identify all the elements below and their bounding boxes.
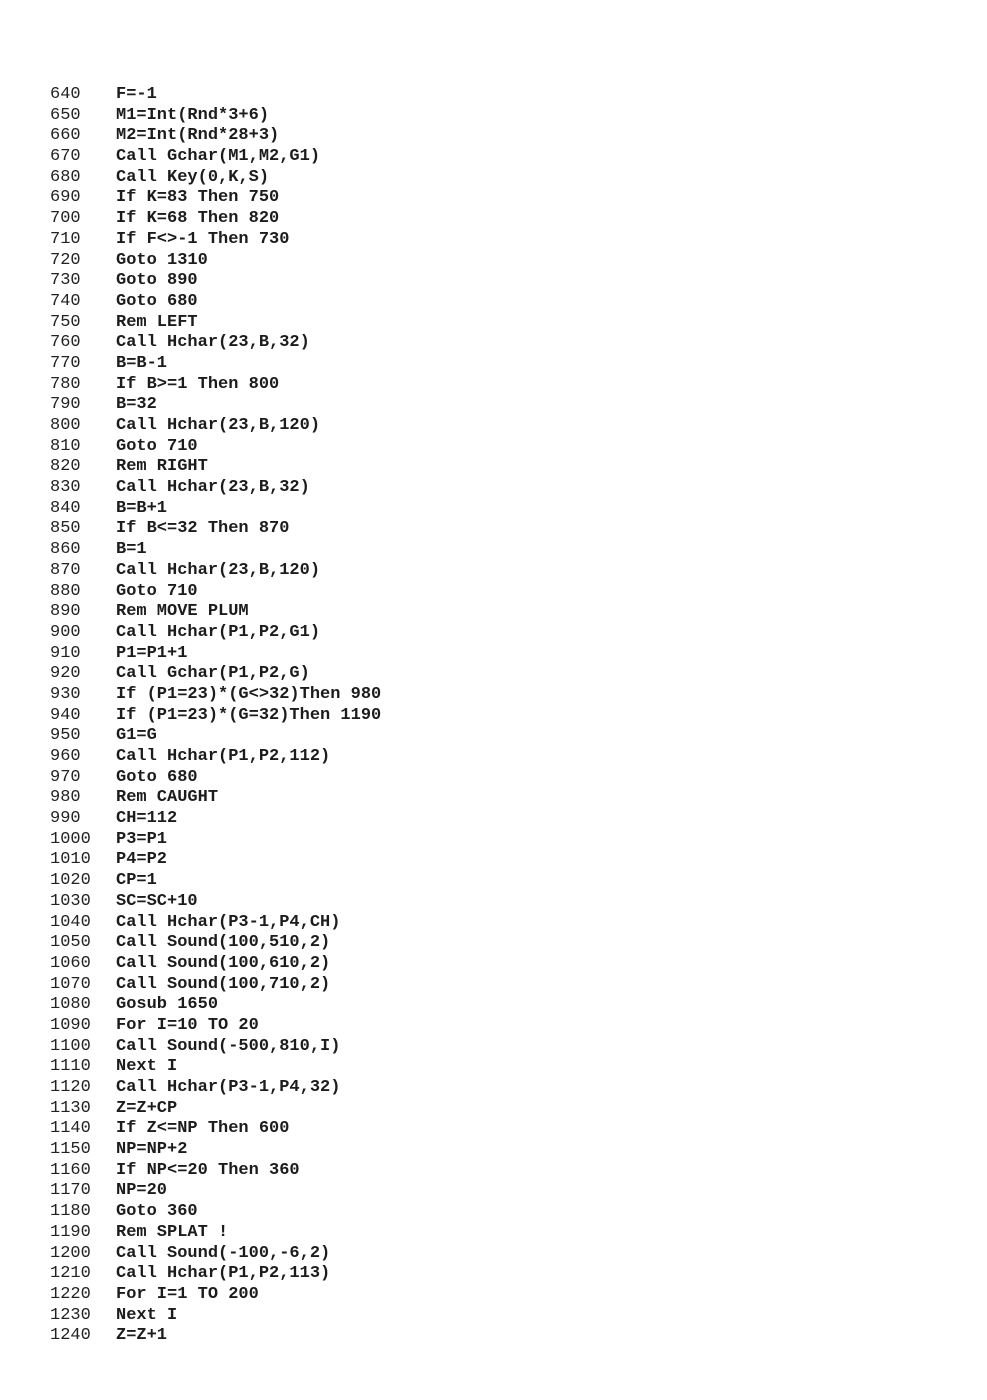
code-line <box>50 519 381 540</box>
line-number: 740 <box>50 291 81 311</box>
line-statement: Goto 710 <box>116 581 198 601</box>
code-line <box>50 1244 381 1265</box>
line-statement: Call Hchar(P3-1,P4,CH) <box>116 912 341 932</box>
line-number: 680 <box>50 167 81 187</box>
code-line <box>50 106 381 127</box>
code-line <box>50 313 381 334</box>
code-line <box>50 1264 381 1285</box>
line-number: 980 <box>50 788 81 808</box>
line-statement: Next I <box>116 1305 178 1325</box>
code-line <box>50 892 381 913</box>
line-number: 950 <box>50 726 81 746</box>
code-line <box>50 1181 381 1202</box>
line-number: 700 <box>50 209 81 229</box>
line-number: 1040 <box>50 912 91 932</box>
code-line <box>50 375 381 396</box>
line-number: 1140 <box>50 1119 91 1139</box>
line-statement: Rem MOVE PLUM <box>116 602 249 622</box>
line-number: 710 <box>50 229 81 249</box>
line-number: 690 <box>50 188 81 208</box>
line-statement: G1=G <box>116 726 157 746</box>
line-statement: B=1 <box>116 540 147 560</box>
code-line <box>50 913 381 934</box>
code-line <box>50 457 381 478</box>
line-statement: Call Sound(100,710,2) <box>116 974 331 994</box>
line-statement: NP=NP+2 <box>116 1140 188 1160</box>
code-line <box>50 437 381 458</box>
line-number: 1080 <box>50 995 91 1015</box>
line-statement: Goto 1310 <box>116 250 208 270</box>
line-number: 1100 <box>50 1036 91 1056</box>
line-statement: Z=Z+1 <box>116 1326 168 1346</box>
line-number: 1170 <box>50 1181 91 1201</box>
line-statement: If F<>-1 Then 730 <box>116 229 290 249</box>
line-number: 830 <box>50 478 81 498</box>
line-statement: Call Key(0,K,S) <box>116 167 270 187</box>
line-statement: Call Gchar(P1,P2,G) <box>116 664 310 684</box>
line-statement: Rem CAUGHT <box>116 788 219 808</box>
code-line <box>50 561 381 582</box>
code-line <box>50 1016 381 1037</box>
line-number: 930 <box>50 684 81 704</box>
line-number: 1110 <box>50 1057 91 1077</box>
code-line <box>50 809 381 830</box>
code-line <box>50 292 381 313</box>
line-statement: Z=Z+CP <box>116 1098 178 1118</box>
code-line <box>50 685 381 706</box>
line-statement: If NP<=20 Then 360 <box>116 1160 300 1180</box>
code-line <box>50 954 381 975</box>
code-line <box>50 230 381 251</box>
line-number: 1200 <box>50 1243 91 1263</box>
line-number: 780 <box>50 374 81 394</box>
line-number: 1190 <box>50 1222 91 1242</box>
line-number: 960 <box>50 747 81 766</box>
line-number: 870 <box>50 560 81 580</box>
line-statement: If (P1=23)*(G=32)Then 1190 <box>116 705 382 725</box>
line-number: 940 <box>50 705 81 725</box>
line-number: 810 <box>50 436 81 456</box>
line-statement: Call Sound(-100,-6,2) <box>116 1243 331 1263</box>
line-statement: Call Hchar(23,B,32) <box>116 478 310 498</box>
line-number: 1090 <box>50 1015 91 1035</box>
code-line <box>50 1078 381 1099</box>
line-statement: If (P1=23)*(G<>32)Then 980 <box>116 684 382 704</box>
code-line <box>50 478 381 499</box>
line-number: 1070 <box>50 974 91 994</box>
code-line <box>50 1119 381 1140</box>
code-line <box>50 1285 381 1306</box>
line-number: 1030 <box>50 891 91 911</box>
code-line <box>50 1037 381 1058</box>
line-number: 1050 <box>50 933 91 953</box>
line-number: 920 <box>50 664 81 684</box>
line-statement: Call Sound(100,510,2) <box>116 933 331 953</box>
line-number: 1230 <box>50 1305 91 1325</box>
line-number: 640 <box>50 85 81 104</box>
line-number: 800 <box>50 416 81 435</box>
line-statement: Call Hchar(23,B,120) <box>116 560 321 580</box>
code-line <box>50 726 381 747</box>
line-statement: Goto 710 <box>116 436 198 456</box>
code-line <box>50 1161 381 1182</box>
code-line <box>50 664 381 685</box>
line-number: 1020 <box>50 871 91 891</box>
code-line <box>50 995 381 1016</box>
code-line <box>50 395 381 416</box>
code-line <box>50 602 381 623</box>
line-number: 730 <box>50 271 81 291</box>
line-number: 1120 <box>50 1078 91 1097</box>
line-number: 1060 <box>50 953 91 973</box>
line-statement: Call Hchar(P1,P2,G1) <box>116 622 321 642</box>
code-line <box>50 933 381 954</box>
code-line <box>50 147 381 168</box>
line-number: 860 <box>50 540 81 560</box>
line-statement: Call Sound(-500,810,I) <box>116 1036 341 1056</box>
line-number: 670 <box>50 147 81 167</box>
line-number: 1000 <box>50 829 91 849</box>
code-line <box>50 1057 381 1078</box>
line-number: 900 <box>50 622 81 642</box>
line-statement: For I=10 TO 20 <box>116 1015 259 1035</box>
code-line <box>50 768 381 789</box>
code-line <box>50 354 381 375</box>
line-number: 1240 <box>50 1326 91 1346</box>
line-statement: CP=1 <box>116 871 157 891</box>
code-line <box>50 582 381 603</box>
line-statement: Rem SPLAT ! <box>116 1222 229 1242</box>
line-number: 750 <box>50 312 81 332</box>
code-line <box>50 251 381 272</box>
line-number: 790 <box>50 395 81 415</box>
line-statement: If B>=1 Then 800 <box>116 374 280 394</box>
code-line <box>50 850 381 871</box>
line-statement: For I=1 TO 200 <box>116 1284 259 1304</box>
line-number: 880 <box>50 581 81 601</box>
line-statement: NP=20 <box>116 1181 168 1201</box>
line-number: 770 <box>50 353 81 373</box>
code-line <box>50 540 381 561</box>
line-statement: Rem RIGHT <box>116 457 208 477</box>
line-statement: Call Hchar(P1,P2,113) <box>116 1264 331 1284</box>
code-line <box>50 1306 381 1327</box>
line-number: 990 <box>50 809 81 829</box>
line-number: 1180 <box>50 1202 91 1222</box>
line-statement: Goto 680 <box>116 767 198 787</box>
code-line <box>50 85 381 106</box>
line-number: 720 <box>50 250 81 270</box>
line-statement: M1=Int(Rnd*3+6) <box>116 105 270 125</box>
line-statement: Call Hchar(P3-1,P4,32) <box>116 1078 341 1097</box>
line-statement: Gosub 1650 <box>116 995 219 1015</box>
line-statement: Call Sound(100,610,2) <box>116 953 331 973</box>
line-number: 1210 <box>50 1264 91 1284</box>
line-number: 1150 <box>50 1140 91 1160</box>
code-line <box>50 747 381 768</box>
code-line <box>50 1326 381 1347</box>
line-statement: P3=P1 <box>116 829 168 849</box>
line-number: 1220 <box>50 1284 91 1304</box>
line-statement: M2=Int(Rnd*28+3) <box>116 126 280 146</box>
code-line <box>50 830 381 851</box>
line-statement: Goto 360 <box>116 1202 198 1222</box>
line-statement: F=-1 <box>116 85 157 104</box>
line-number: 760 <box>50 333 81 353</box>
code-line <box>50 209 381 230</box>
line-statement: B=32 <box>116 395 157 415</box>
line-statement: Call Hchar(P1,P2,112) <box>116 747 331 766</box>
line-number: 890 <box>50 602 81 622</box>
line-statement: B=B-1 <box>116 353 168 373</box>
code-line <box>50 706 381 727</box>
code-line <box>50 644 381 665</box>
code-line <box>50 416 381 437</box>
line-number: 1130 <box>50 1098 91 1118</box>
line-number: 910 <box>50 643 81 663</box>
line-number: 850 <box>50 519 81 539</box>
line-statement: Call Hchar(23,B,32) <box>116 333 310 353</box>
line-statement: CH=112 <box>116 809 178 829</box>
code-line <box>50 333 381 354</box>
line-statement: P1=P1+1 <box>116 643 188 663</box>
line-statement: SC=SC+10 <box>116 891 198 911</box>
code-line <box>50 499 381 520</box>
line-statement: If K=83 Then 750 <box>116 188 280 208</box>
line-statement: Goto 680 <box>116 291 198 311</box>
code-line <box>50 126 381 147</box>
line-number: 660 <box>50 126 81 146</box>
code-line <box>50 623 381 644</box>
code-line <box>50 1223 381 1244</box>
code-line <box>50 188 381 209</box>
line-statement: Rem LEFT <box>116 312 198 332</box>
line-number: 840 <box>50 498 81 518</box>
line-number: 1160 <box>50 1160 91 1180</box>
code-line <box>50 975 381 996</box>
code-line <box>50 1099 381 1120</box>
line-number: 650 <box>50 105 81 125</box>
line-number: 1010 <box>50 850 91 870</box>
line-statement: B=B+1 <box>116 498 168 518</box>
line-statement: Goto 890 <box>116 271 198 291</box>
code-line <box>50 1140 381 1161</box>
code-line <box>50 871 381 892</box>
code-line <box>50 168 381 189</box>
line-statement: If B<=32 Then 870 <box>116 519 290 539</box>
line-number: 970 <box>50 767 81 787</box>
line-statement: Call Gchar(M1,M2,G1) <box>116 147 321 167</box>
code-line <box>50 271 381 292</box>
line-number: 820 <box>50 457 81 477</box>
code-line <box>50 788 381 809</box>
line-statement: Call Hchar(23,B,120) <box>116 416 321 435</box>
line-statement: P4=P2 <box>116 850 168 870</box>
line-statement: If K=68 Then 820 <box>116 209 280 229</box>
line-statement: If Z<=NP Then 600 <box>116 1119 290 1139</box>
line-statement: Next I <box>116 1057 178 1077</box>
basic-program-listing <box>50 85 381 1347</box>
code-line <box>50 1202 381 1223</box>
